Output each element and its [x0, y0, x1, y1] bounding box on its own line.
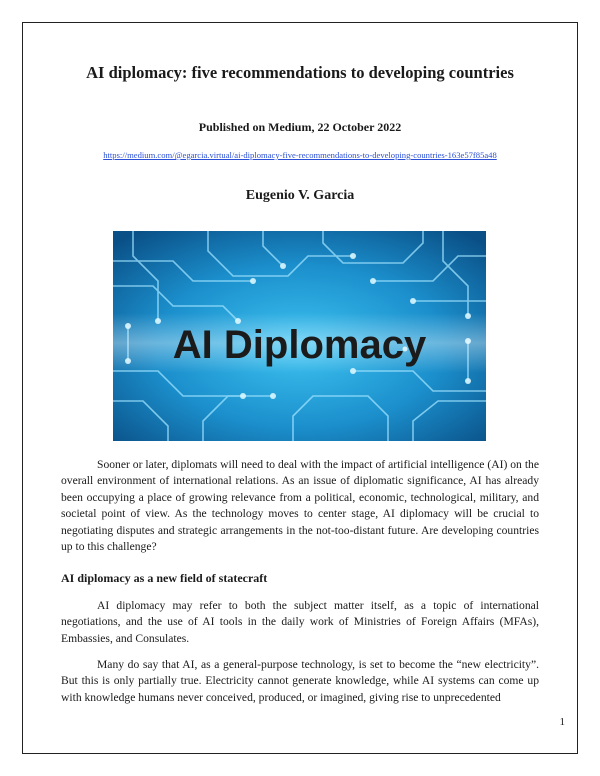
- paragraph-definition: AI diplomacy may refer to both the subject matter itself, as a topic of international negotiations, and the use of AI tools in the daily work of Ministries of Foreign Affairs (MFAs), Embassies, and Consulates.: [61, 599, 539, 645]
- publication-line: Published on Medium, 22 October 2022: [198, 120, 402, 134]
- source-link[interactable]: https://medium.com/@egarcia.virtual/ai-diplomacy-five-recommendations-to-developing-countries-163e57f85a48: [103, 150, 497, 160]
- page-number: 1: [559, 716, 565, 728]
- paragraph-electricity: Many do say that AI, as a general-purpose technology, is set to become the “new electricity”. But this is only partially true. Electricity cannot generate knowledge, while AI systems can come up with knowledge humans never conceived, produced, or imagined, giving rise to unprecedented: [61, 658, 539, 704]
- section-heading: AI diplomacy as a new field of statecraft: [61, 571, 268, 585]
- hero-image-text: AI Diplomacy: [172, 323, 427, 367]
- circuit-board-image: [113, 231, 486, 441]
- document-title: AI diplomacy: five recommendations to developing countries: [86, 63, 514, 82]
- author-name: Eugenio V. Garcia: [245, 188, 355, 203]
- paragraph-intro: Sooner or later, diplomats will need to deal with the impact of artificial intelligence (AI) on the overall environment of international relations. As an issue of diplomatic significance, AI has already been occupying a place of growing relevance from a political, economic, technological, military, and societal point of view. As the technology moves to center stage, AI diplomacy will be crucial to negotiating disputes and strategic arrangements in the not-too-distant future. Are developing countries up to this challenge?: [61, 458, 539, 554]
